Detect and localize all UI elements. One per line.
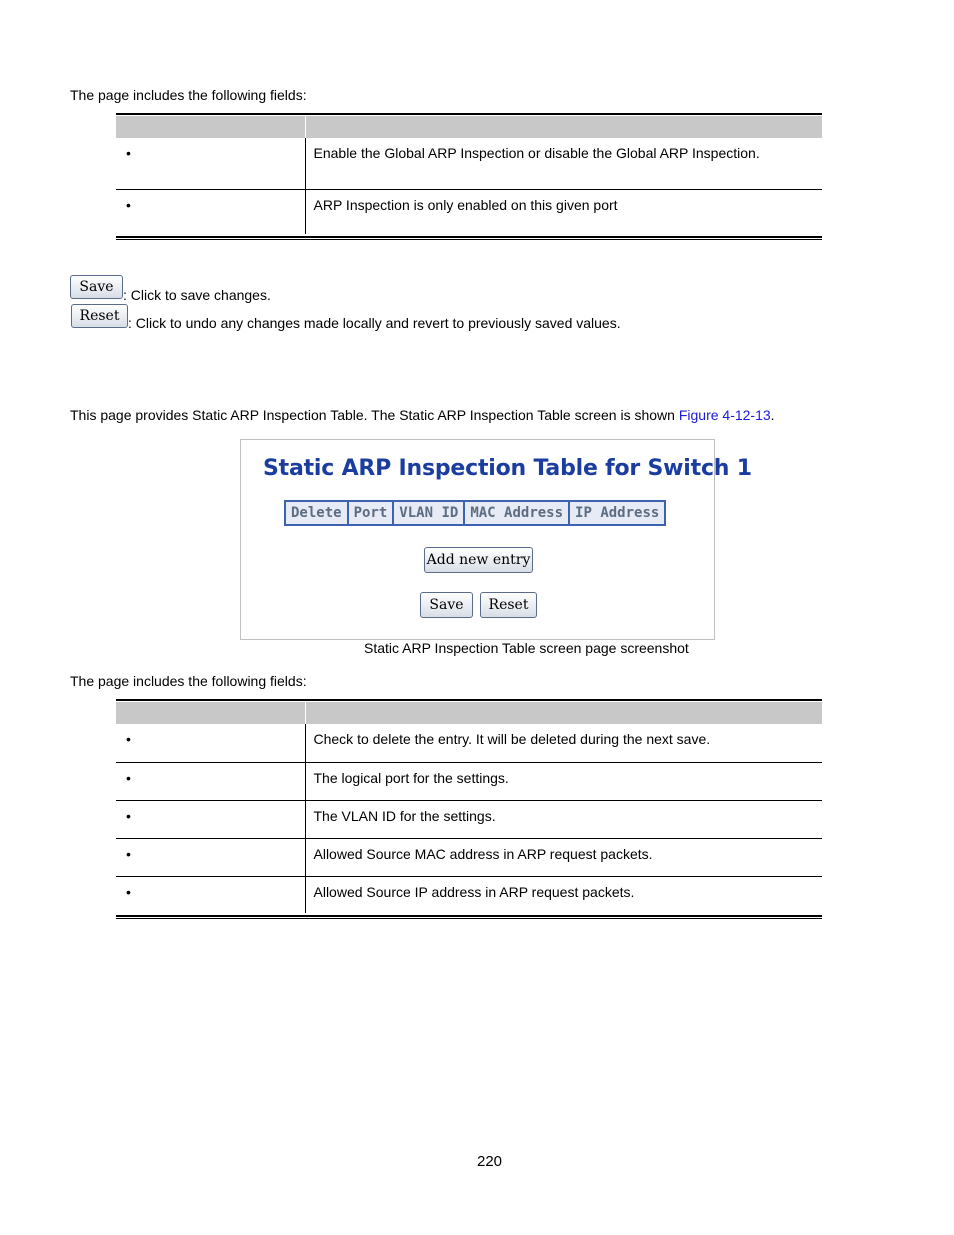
table-header-object (116, 116, 305, 138)
save-description: : Click to save changes. (123, 287, 271, 303)
object-cell (116, 762, 305, 800)
save-button[interactable]: Save (420, 592, 473, 618)
description-cell: Allowed Source MAC address in ARP request packets. (305, 838, 822, 876)
table-bottom-rule-2 (116, 239, 822, 240)
table-row (116, 189, 822, 234)
bullet-icon: • (126, 845, 131, 862)
column-port: Port (347, 502, 393, 524)
table-row (116, 838, 822, 876)
bullet-icon: • (126, 769, 131, 786)
table-row (116, 876, 822, 913)
description-cell: ARP Inspection is only enabled on this given port (313, 196, 618, 213)
table-top-rule (116, 113, 822, 115)
object-cell (116, 724, 305, 762)
column-mac-address: MAC Address (463, 502, 568, 524)
table-header-description (305, 116, 822, 138)
object-cell (116, 876, 305, 913)
section-text-end: . (770, 407, 775, 423)
section-text: This page provides Static ARP Inspection Table. The Static ARP Inspection Table screen is shown (70, 407, 679, 423)
description-cell: The VLAN ID for the settings. (305, 800, 822, 838)
description-cell: Enable the Global ARP Inspection or disable the Global ARP Inspection. (305, 138, 822, 189)
intro-text-2: The page includes the following fields: (70, 673, 307, 689)
description-cell: The logical port for the settings. (305, 762, 822, 800)
object-cell (116, 138, 305, 189)
table2-bottom-rule (116, 915, 822, 917)
table2-header-object (116, 702, 305, 724)
screenshot-figure (240, 439, 752, 640)
column-ip-address: IP Address (568, 502, 664, 524)
table2-top-rule (116, 699, 822, 701)
description-cell: Allowed Source IP address in ARP request packets. (313, 883, 635, 900)
object-cell (116, 800, 305, 838)
column-delete: Delete (291, 505, 342, 521)
table2-header-description (305, 702, 822, 724)
reset-button-image: Reset (71, 304, 128, 328)
bullet-icon: • (126, 145, 131, 161)
table-row (116, 724, 822, 762)
table-bottom-rule (116, 236, 822, 238)
table-row (116, 138, 822, 189)
add-new-entry-button[interactable]: Add new entry (424, 547, 533, 573)
fields-table-2 (116, 702, 822, 913)
figure-caption: Static ARP Inspection Table screen page screenshot (364, 640, 689, 656)
table2-bottom-rule-2 (116, 918, 822, 919)
object-cell (116, 838, 305, 876)
bullet-icon: • (126, 807, 131, 824)
bullet-icon: • (126, 731, 131, 747)
table-row (116, 762, 822, 800)
screenshot-title: Static ARP Inspection Table for Switch 1 (263, 456, 752, 481)
object-cell (116, 189, 305, 234)
section-paragraph (70, 407, 775, 423)
fields-table-1 (116, 116, 822, 234)
bullet-icon: • (126, 196, 131, 213)
reset-button[interactable]: Reset (480, 592, 537, 618)
page-number: 220 (477, 1153, 503, 1170)
column-vlan-id: VLAN ID (392, 502, 463, 524)
table-row (116, 800, 822, 838)
description-cell: Check to delete the entry. It will be deleted during the next save. (305, 724, 822, 762)
screenshot-table-header (284, 500, 666, 526)
figure-link[interactable]: Figure 4-12-13 (678, 407, 771, 423)
save-button-image: Save (70, 275, 123, 299)
intro-text: The page includes the following fields: (70, 87, 307, 103)
bullet-icon: • (126, 883, 131, 900)
reset-description: : Click to undo any changes made locally and revert to previously saved values. (128, 315, 621, 331)
